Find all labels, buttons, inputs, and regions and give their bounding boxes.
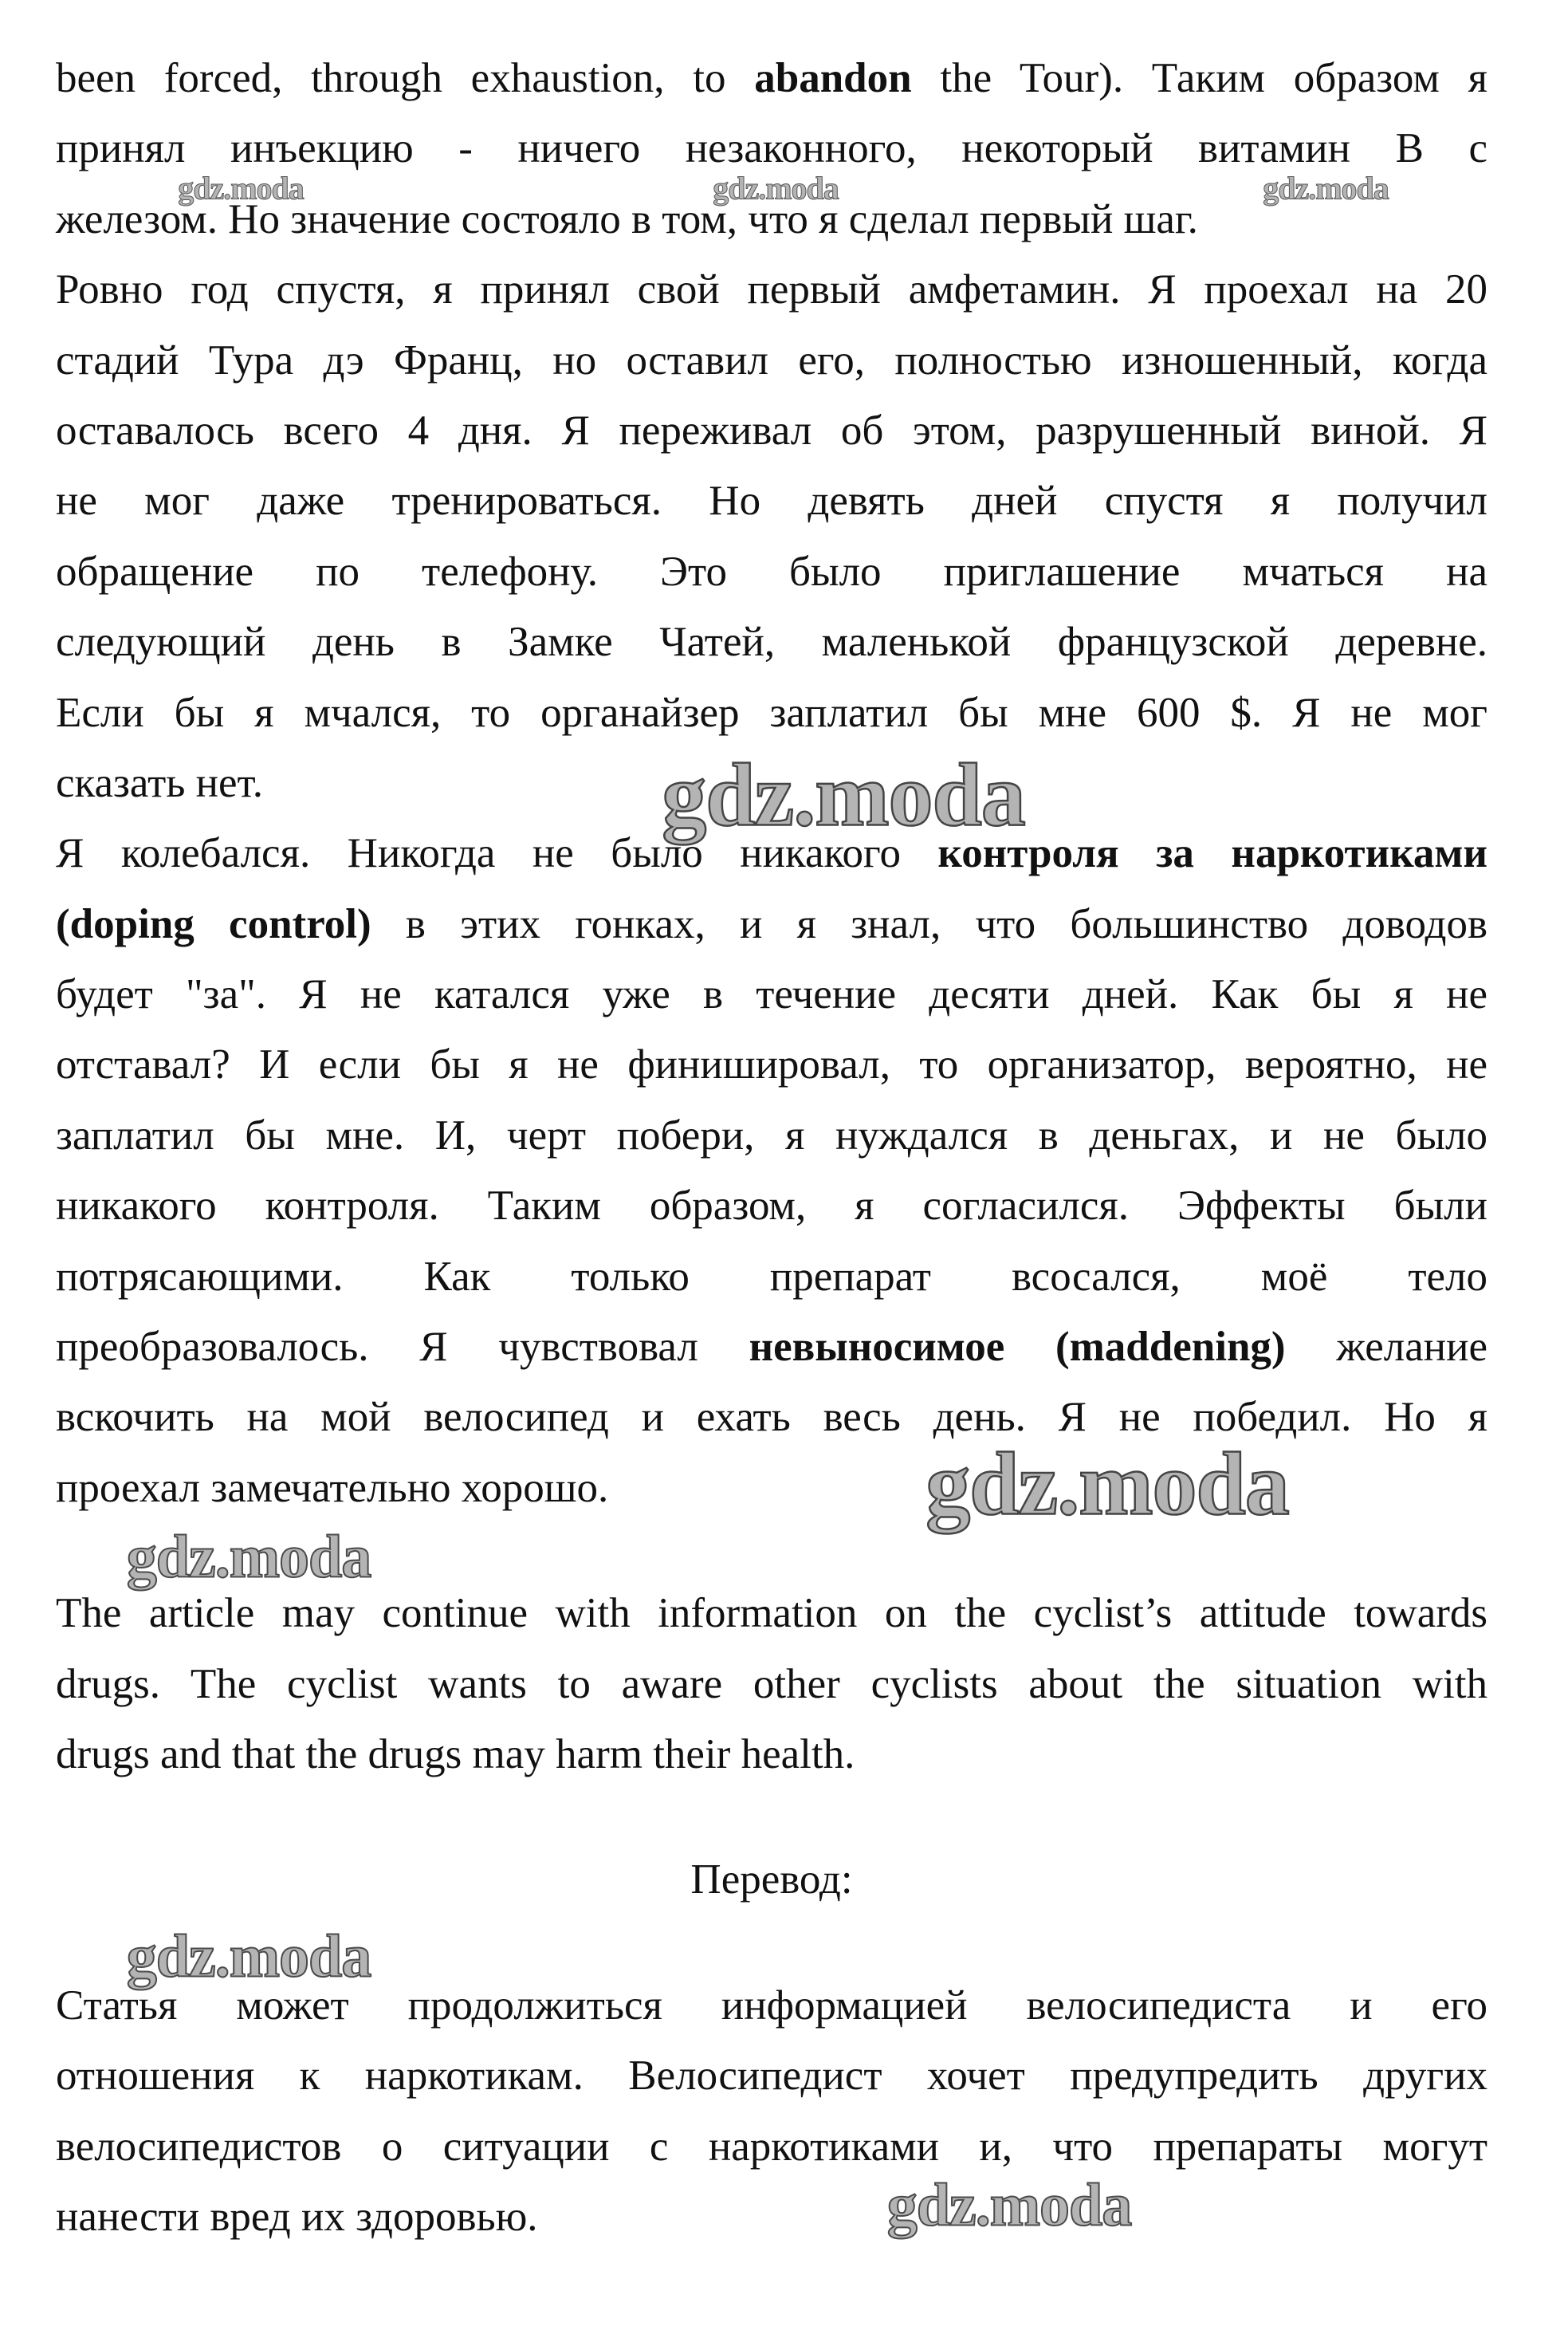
- section-heading: [56, 1844, 1487, 1915]
- text-line: [56, 678, 1487, 748]
- text-run: обращение по телефону. Это было приглашение мчаться на: [56, 548, 1487, 595]
- paragraph: [56, 818, 1487, 1523]
- text-line: [56, 959, 1487, 1029]
- text-run: отставал? И если бы я не финишировал, то организатор, вероятно, не: [56, 1041, 1487, 1088]
- text-run: сказать нет.: [56, 759, 263, 806]
- text-run: в этих гонках, и я знал, что большинство доводов: [371, 900, 1487, 947]
- paragraph: [56, 1970, 1487, 2253]
- text-line: [56, 2041, 1487, 2111]
- text-line: [56, 1029, 1487, 1100]
- text-run: Ровно год спустя, я принял свой первый амфетамин. Я проехал на 20: [56, 266, 1487, 313]
- text-line: [56, 325, 1487, 396]
- text-run: Я колебался. Никогда не было никакого: [56, 830, 938, 877]
- text-run: Перевод:: [690, 1856, 853, 1903]
- text-run: проехал замечательно хорошо.: [56, 1464, 609, 1511]
- text-run: отношения к наркотикам. Велосипедист хочет предупредить других: [56, 2052, 1487, 2100]
- text-run: желание: [1285, 1324, 1487, 1371]
- watermark: gdz.moda: [662, 746, 1025, 845]
- text-line: [56, 43, 1487, 113]
- bold-term: контроля за наркотиками: [937, 830, 1487, 877]
- bold-term: невыносимое (maddening): [749, 1324, 1286, 1371]
- text-line: [56, 1649, 1487, 1719]
- watermark: gdz.moda: [886, 2171, 1132, 2239]
- text-line: [56, 537, 1487, 607]
- text-run: заплатил бы мне. И, черт побери, я нуждался в деньгах, и не было: [56, 1112, 1487, 1159]
- text-run: никакого контроля. Таким образом, я согласился. Эффекты были: [56, 1183, 1487, 1230]
- document-body: [56, 43, 1487, 2252]
- text-line: [56, 1719, 1487, 1789]
- text-line: [56, 466, 1487, 536]
- text-run: принял инъекцию - ничего незаконного, некоторый витамин В с: [56, 125, 1487, 172]
- paragraph: [56, 254, 1487, 818]
- text-line: [56, 1242, 1487, 1312]
- bold-term: abandon: [754, 55, 912, 101]
- text-run: стадий Тура дэ Франц, но оставил его, полностью изношенный, когда: [56, 337, 1487, 384]
- text-run: нанести вред их здоровью.: [56, 2193, 538, 2240]
- watermark: gdz.moda: [713, 170, 839, 207]
- text-line: [56, 607, 1487, 677]
- text-line: [56, 1844, 1487, 1915]
- text-run: железом. Но значение состояло в том, что я сделал первый шаг.: [56, 195, 1198, 242]
- watermark: gdz.moda: [126, 1923, 371, 1990]
- watermark: gdz.moda: [126, 1523, 371, 1591]
- bold-term: (doping control): [56, 900, 371, 947]
- text-run: велосипедистов о ситуации с наркотиками и, что препараты могут: [56, 2123, 1487, 2170]
- text-run: оставалось всего 4 дня. Я переживал об этом, разрушенный виной. Я: [56, 407, 1487, 454]
- text-run: не мог даже тренироваться. Но девять дней спустя я получил: [56, 478, 1487, 525]
- watermark: gdz.moda: [925, 1435, 1289, 1534]
- text-run: Статья может продолжиться информацией велосипедиста и его: [56, 1982, 1487, 2029]
- text-line: [56, 1100, 1487, 1171]
- text-run: следующий день в Замке Чатей, маленькой французской деревне.: [56, 619, 1487, 666]
- watermark: gdz.moda: [178, 170, 304, 207]
- text-run: вскочить на мой велосипед и ехать весь день. Я не победил. Но я: [56, 1394, 1487, 1441]
- text-run: будет "за". Я не катался уже в течение десяти дней. Как бы я не: [56, 971, 1487, 1018]
- text-run: drugs and that the drugs may harm their health.: [56, 1730, 855, 1777]
- text-run: преобразовалось. Я чувствовал: [56, 1324, 749, 1371]
- text-line: [56, 2182, 1487, 2252]
- text-run: the Tour). Таким образом я: [911, 55, 1487, 101]
- text-run: been forced, through exhaustion, to: [56, 55, 755, 101]
- paragraph: [56, 1578, 1487, 1789]
- text-line: [56, 889, 1487, 959]
- watermark: gdz.moda: [1263, 170, 1389, 207]
- text-run: drugs. The cyclist wants to aware other cyclists about the situation with: [56, 1660, 1487, 1707]
- paragraph: [56, 43, 1487, 254]
- text-run: потрясающими. Как только препарат всосался, моё тело: [56, 1253, 1487, 1300]
- text-line: [56, 2112, 1487, 2182]
- text-line: [56, 1312, 1487, 1382]
- text-line: [56, 1171, 1487, 1241]
- text-run: Если бы я мчался, то органайзер заплатил бы мне 600 $. Я не мог: [56, 689, 1487, 736]
- text-line: [56, 254, 1487, 325]
- text-run: The article may continue with information on the cyclist’s attitude towards: [56, 1590, 1487, 1637]
- text-line: [56, 396, 1487, 466]
